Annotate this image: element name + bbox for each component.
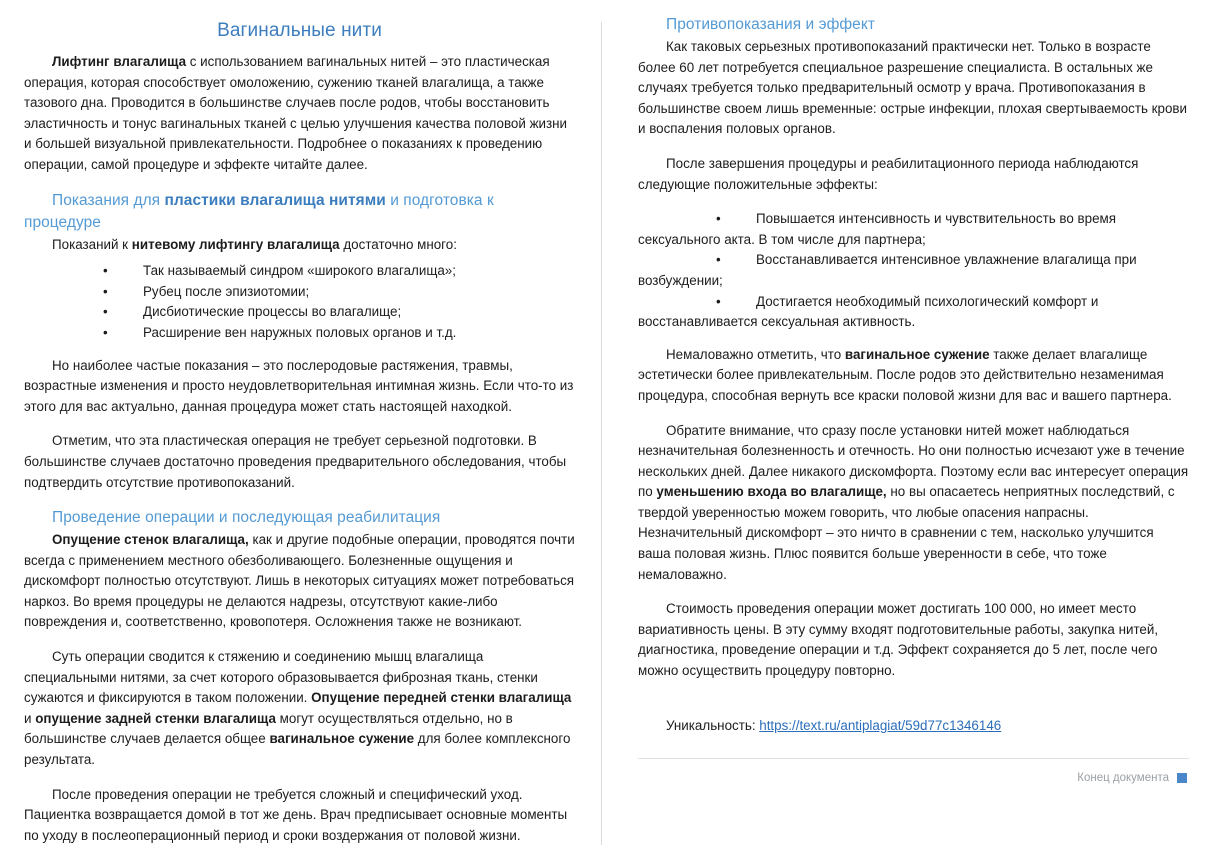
- heading-indications-bold: пластики влагалища нитями: [164, 191, 386, 209]
- paragraph-care: После проведения операции не требуется сложный и специфический уход. Пациентка возвращается домой в тот же день. Врач предписывает основные моменты по уходу в послеоперационный период и сроки воздержания от половой жизни.: [24, 786, 568, 843]
- attention-p2: но вы опасаетесь неприятных последствий, с твердой уверенностью можем говорить, что любые опасения напрасны. Незначительный дискомфорт – это ничто в сравнении с тем, насколько улучшится ваша половая жизнь. Плюс появится больше уверенности в себе, что тоже немаловажно.: [638, 484, 1175, 582]
- essence-p3: могут осуществляться отдельно, но в большинстве случаев делается общее: [24, 710, 513, 747]
- end-of-document: [638, 771, 1189, 785]
- indications-list: [24, 261, 575, 343]
- list-item-label: Достигается необходимый психологический комфорт и восстанавливается сексуальная активность.: [638, 293, 1099, 330]
- footer-divider: [638, 758, 1189, 759]
- list-item: [24, 261, 575, 282]
- list-item-label: Дисбиотические процессы во влагалище;: [143, 304, 402, 320]
- paragraph-essence: [24, 647, 575, 771]
- essence-p2: и: [24, 710, 36, 726]
- list-item: [638, 292, 1189, 333]
- list-item: [24, 302, 575, 323]
- paragraph-after-procedure: После завершения процедуры и реабилитационного периода наблюдаются следующие положительные эффекты:: [638, 155, 1139, 192]
- narrowing-b1: вагинальное сужение: [844, 346, 990, 362]
- effects-list: [638, 209, 1189, 333]
- intro-lead-bold: Лифтинг влагалища: [52, 54, 187, 69]
- bullet-icon: •: [103, 283, 108, 299]
- list-item: [638, 209, 1189, 250]
- essence-b3: вагинальное сужение: [269, 731, 415, 747]
- list-item-label: Восстанавливается интенсивное увлажнение влагалища при возбуждении;: [638, 252, 1137, 288]
- bullet-icon: •: [716, 252, 721, 268]
- uniqueness-link[interactable]: https://text.ru/antiplagiat/59d77c1346146: [759, 717, 1002, 733]
- heading-indications-part2: и подготовка к процедуре: [24, 191, 494, 231]
- paragraph-narrowing: [638, 345, 1189, 407]
- right-column: [601, 0, 1211, 785]
- essence-p4: для более комплексного результата.: [24, 731, 571, 768]
- indications-lead-part1: Показаний к: [52, 236, 132, 252]
- paragraph-attention: [638, 421, 1189, 586]
- operation-lead-bold: Опущение стенок влагалища,: [52, 532, 249, 548]
- paragraph-indications-lead: [24, 235, 575, 256]
- bullet-icon: •: [103, 263, 108, 279]
- essence-p1: Суть операции сводится к стяжению и соединению мышц влагалища специальными нитями, за счет которого образовывается фиброзная ткань, стенки сужаются и фиксируются в таком положении.: [24, 649, 538, 706]
- intro-rest: с использованием вагинальных нитей – это пластическая операция, которая способствует омоложению, сужению тканей влагалища, а также тазового дна. Проводится в большинстве случаев после родов, чтобы восстановить эластичность и тонус вагинальных тканей с целью улучшения качества половой жизни и большей визуальной привлекательности. Подробнее о показаниях к проведению операции, самой процедуре и эффекте читайте далее.: [24, 54, 568, 172]
- paragraph-intro: [24, 52, 575, 176]
- narrowing-p2: также делает влагалище эстетически более привлекательным. После родов это действительно незаменимая процедура, способная вернуть все краски половой жизни для вас и вашего партнера.: [638, 346, 1172, 403]
- list-item-label: Так называемый синдром «широкого влагалища»;: [143, 263, 456, 279]
- indications-lead-part2: достаточно много:: [339, 236, 457, 252]
- essence-b1: Опущение передней стенки влагалища: [311, 690, 572, 706]
- list-item-label: Повышается интенсивность и чувствительность во время сексуального акта. В том числе для партнера;: [638, 211, 1117, 247]
- left-column: [0, 0, 601, 860]
- bullet-icon: •: [103, 324, 108, 340]
- paragraph-preparation: Отметим, что эта пластическая операция не требует серьезной подготовки. В большинстве случаев достаточно проведения предварительного обследования, чтобы подтвердить отсутствие противопоказаний.: [24, 433, 567, 490]
- paragraph-frequent-indications: Но наиболее частые показания – это послеродовые растяжения, травмы, возрастные изменения и просто неудовлетворительная интимная жизнь. Если что-то из этого для вас актуально, данная процедура может стать настоящей находкой.: [24, 357, 574, 414]
- narrowing-p1: Немаловажно отметить, что: [666, 346, 845, 362]
- operation-rest: как и другие подобные операции, проводятся почти всегда с применением местного обезболивающего. Болезненные ощущения и дискомфорт полностью отсутствуют. Лишь в некоторых ситуациях может потребоваться наркоз. Во время процедуры не делаются надрезы, отсутствуют какие-либо повреждения и, соответственно, кровопотеря. Осложнения также не возникают.: [24, 532, 575, 630]
- bullet-icon: •: [716, 211, 721, 227]
- heading-indications: [24, 190, 575, 234]
- paragraph-contraindications: Как таковых серьезных противопоказаний практически нет. Только в возрасте более 60 лет потребуется специальное разрешение специалиста. В остальных же случаях требуется только предварительный осмотр у врача. Противопоказания в большинстве своем лишь временные: острые инфекции, плохая свертываемость крови и воспаления половых органов.: [638, 39, 1188, 137]
- uniqueness-line: [638, 716, 1189, 737]
- end-of-document-marker-icon: [1177, 773, 1187, 783]
- list-item: [638, 250, 1189, 291]
- list-item-label: Расширение вен наружных половых органов и т.д.: [143, 324, 457, 340]
- bullet-icon: •: [103, 304, 108, 320]
- end-of-document-label: Конец документа: [1077, 772, 1169, 785]
- heading-contraindications: Противопоказания и эффект: [666, 16, 876, 33]
- indications-lead-bold: нитевому лифтингу влагалища: [131, 236, 340, 252]
- essence-b2: опущение задней стенки влагалища: [35, 710, 276, 726]
- heading-indications-part1: Показания для: [52, 191, 165, 209]
- page-title: Вагинальные нити: [217, 20, 382, 41]
- attention-b1: уменьшению входа во влагалище,: [656, 484, 887, 500]
- bullet-icon: •: [716, 293, 721, 309]
- paragraph-operation: [24, 530, 575, 633]
- uniqueness-label: Уникальность:: [666, 717, 760, 733]
- attention-p1: Обратите внимание, что сразу после установки нитей может наблюдаться незначительная болезненность и отечность. Но они полностью исчезают уже в течение нескольких дней. Далее никакого дискомфорта. Поэтому если вас интересует операция по: [638, 422, 1189, 500]
- list-item: [24, 323, 575, 344]
- paragraph-cost: Стоимость проведения операции может достигать 100 000, но имеет место вариативность цены. В эту сумму входят подготовительные работы, закупка нитей, диагностика, проведение операции и т.д. Эффект сохраняется до 5 лет, после чего можно осуществить процедуру повторно.: [638, 601, 1159, 679]
- heading-operation: Проведение операции и последующая реабилитация: [52, 509, 441, 527]
- list-item: [24, 282, 575, 303]
- list-item-label: Рубец после эпизиотомии;: [143, 283, 310, 299]
